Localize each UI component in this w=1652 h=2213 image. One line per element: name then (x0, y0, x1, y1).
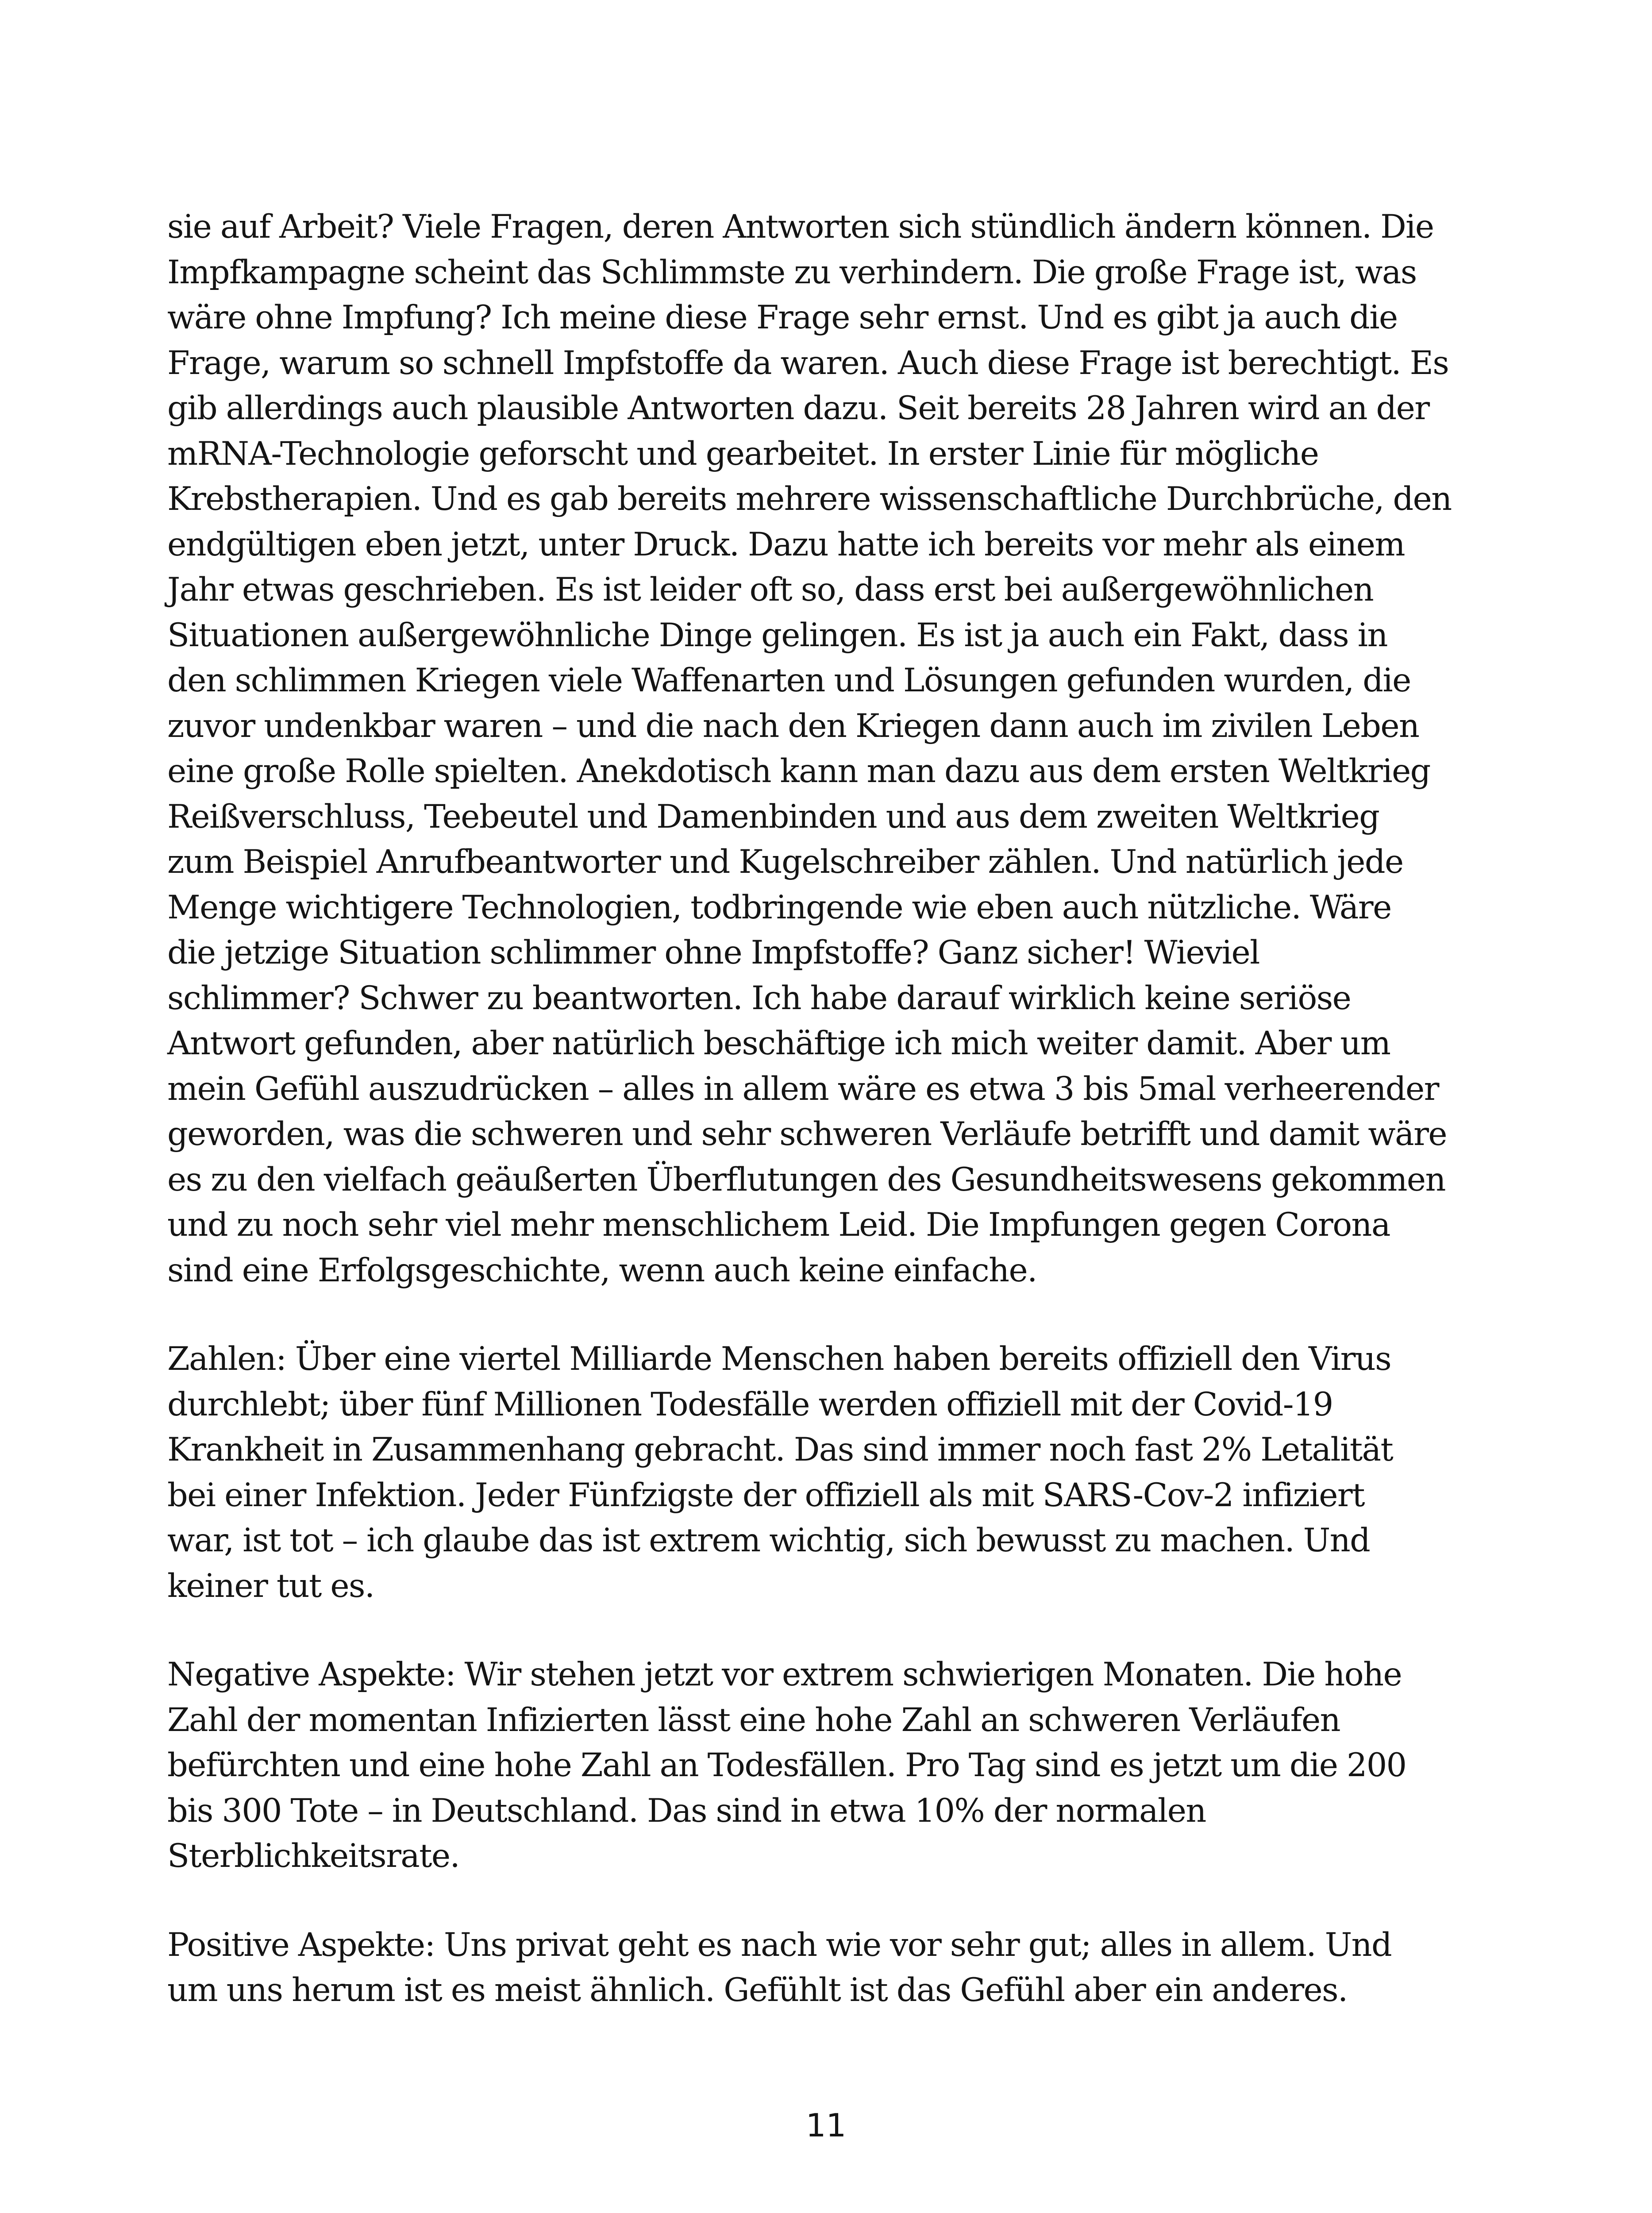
text-line: die jetzige Situation schlimmer ohne Impfstoffe? Ganz sicher! Wieviel (167, 934, 1259, 972)
paragraph-spacer (167, 1879, 1495, 1923)
paragraph-spacer (167, 1293, 1495, 1337)
text-line: keiner tut es. (167, 1567, 374, 1605)
text-line: Positive Aspekte: Uns privat geht es nach wie vor sehr gut; alles in allem. Und (167, 1926, 1392, 1964)
text-line: mRNA-Technologie geforscht und gearbeitet. In erster Linie für mögliche (167, 435, 1319, 473)
text-line: zum Beispiel Anrufbeantworter und Kugelschreiber zählen. Und natürlich jede (167, 843, 1403, 881)
page-number: 11 (805, 2107, 847, 2144)
text-line: Zahl der momentan Infizierten lässt eine hohe Zahl an schweren Verläufen (167, 1701, 1340, 1739)
text-line: geworden, was die schweren und sehr schweren Verläufe betrifft und damit wäre (167, 1115, 1447, 1153)
text-line: bis 300 Tote – in Deutschland. Das sind in etwa 10% der normalen (167, 1792, 1206, 1830)
text-line: Krebstherapien. Und es gab bereits mehrere wissenschaftliche Durchbrüche, den (167, 480, 1452, 518)
text-line: und zu noch sehr viel mehr menschlichem Leid. Die Impfungen gegen Corona (167, 1206, 1390, 1244)
text-line: gib allerdings auch plausible Antworten dazu. Seit bereits 28 Jahren wird an der (167, 389, 1429, 427)
text-line: um uns herum ist es meist ähnlich. Gefühlt ist das Gefühl aber ein anderes. (167, 1971, 1348, 2009)
text-line: Sterblichkeitsrate. (167, 1837, 460, 1875)
paragraph (167, 1652, 1495, 1879)
text-line: Zahlen: Über eine viertel Milliarde Menschen haben bereits offiziell den Virus (167, 1340, 1391, 1378)
paragraph (167, 1923, 1495, 2013)
paragraph-spacer (167, 1609, 1495, 1652)
text-line: befürchten und eine hohe Zahl an Todesfällen. Pro Tag sind es jetzt um die 200 (167, 1746, 1406, 1784)
text-line: bei einer Infektion. Jeder Fünfzigste der offiziell als mit SARS-Cov-2 infiziert (167, 1476, 1364, 1514)
text-line: mein Gefühl auszudrücken – alles in allem wäre es etwa 3 bis 5mal verheerender (167, 1070, 1439, 1108)
text-line: Frage, warum so schnell Impfstoffe da waren. Auch diese Frage ist berechtigt. Es (167, 344, 1449, 382)
text-line: durchlebt; über fünf Millionen Todesfälle werden offiziell mit der Covid-19 (167, 1385, 1333, 1423)
text-line: war, ist tot – ich glaube das ist extrem wichtig, sich bewusst zu machen. Und (167, 1522, 1370, 1559)
text-line: Krankheit in Zusammenhang gebracht. Das sind immer noch fast 2% Letalität (167, 1431, 1393, 1469)
paragraph (167, 1337, 1495, 1609)
text-line: zuvor undenkbar waren – und die nach den Kriegen dann auch im zivilen Leben (167, 707, 1419, 745)
text-line: schlimmer? Schwer zu beantworten. Ich habe darauf wirklich keine seriöse (167, 979, 1351, 1017)
text-line: es zu den vielfach geäußerten Überflutungen des Gesundheitswesens gekommen (167, 1160, 1445, 1199)
text-line: eine große Rolle spielten. Anekdotisch kann man dazu aus dem ersten Weltkrieg (167, 752, 1430, 790)
text-line: wäre ohne Impfung? Ich meine diese Frage sehr ernst. Und es gibt ja auch die (167, 299, 1398, 336)
body-text (167, 204, 1495, 2013)
paragraph (167, 204, 1495, 1293)
text-line: Menge wichtigere Technologien, todbringende wie eben auch nützliche. Wäre (167, 888, 1391, 926)
text-line: Impfkampagne scheint das Schlimmste zu verhindern. Die große Frage ist, was (167, 253, 1417, 291)
text-line: sie auf Arbeit? Viele Fragen, deren Antworten sich stündlich ändern können. Die (167, 208, 1434, 246)
text-line: Jahr etwas geschrieben. Es ist leider oft so, dass erst bei außergewöhnlichen (167, 571, 1374, 609)
text-line: Negative Aspekte: Wir stehen jetzt vor extrem schwierigen Monaten. Die hohe (167, 1656, 1402, 1693)
text-line: Situationen außergewöhnliche Dinge gelingen. Es ist ja auch ein Fakt, dass in (167, 616, 1387, 654)
text-line: sind eine Erfolgsgeschichte, wenn auch keine einfache. (167, 1251, 1037, 1289)
text-line: den schlimmen Kriegen viele Waffenarten und Lösungen gefunden wurden, die (167, 662, 1411, 699)
text-line: Reißverschluss, Teebeutel und Damenbinden und aus dem zweiten Weltkrieg (167, 798, 1379, 836)
text-line: endgültigen eben jetzt, unter Druck. Dazu hatte ich bereits vor mehr als einem (167, 525, 1405, 563)
text-line: Antwort gefunden, aber natürlich beschäftige ich mich weiter damit. Aber um (167, 1025, 1390, 1062)
